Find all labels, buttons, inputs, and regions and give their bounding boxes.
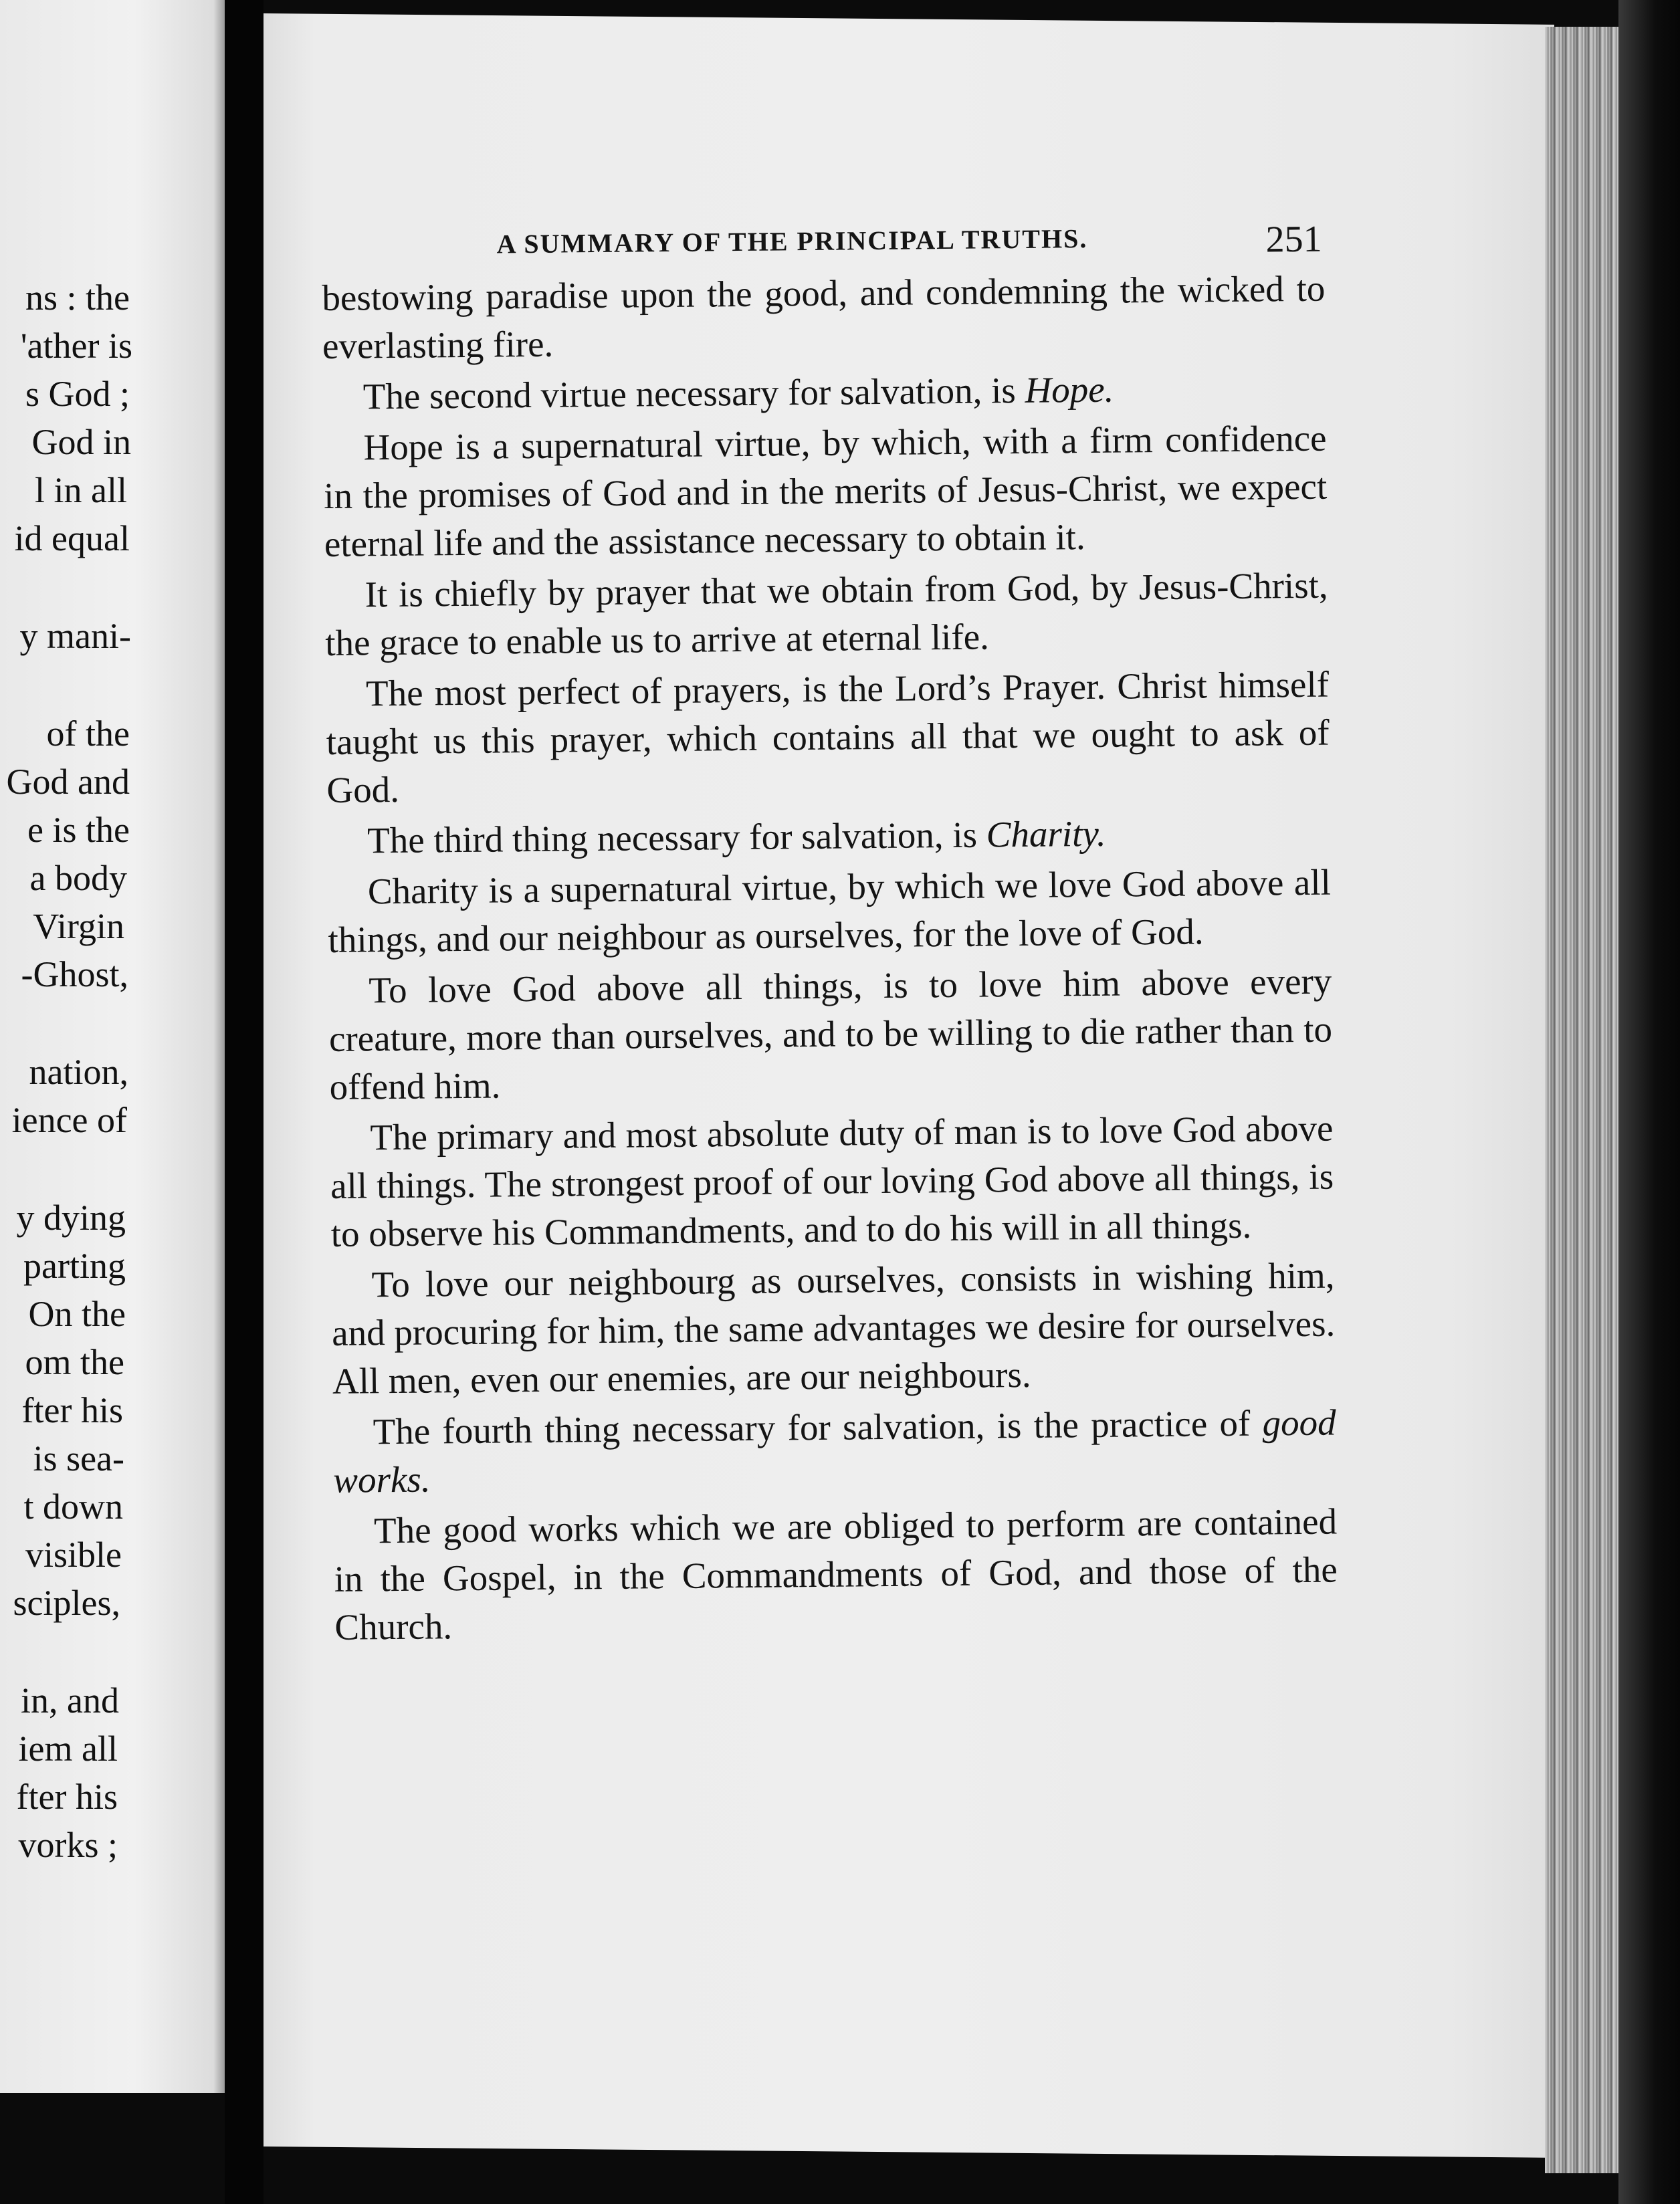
facing-page-line: t down [23, 1486, 123, 1527]
paragraph [327, 808, 1331, 865]
facing-page-line: iem all [18, 1729, 118, 1769]
paragraph-text: It is chiefly by prayer that we obtain from God, by Jesus-Christ, the grace to enable us to arrive at eternal life. [325, 564, 1328, 663]
page-number: 251 [1265, 218, 1322, 261]
facing-page-line: nation, [29, 1052, 128, 1092]
emphasis-text: Hope. [1025, 368, 1114, 411]
facing-page-line: ns : the [25, 278, 130, 318]
paragraph [322, 265, 1326, 370]
facing-page-line: y mani- [19, 616, 131, 656]
facing-page-line: e is the [27, 810, 130, 850]
facing-page-line: God in [31, 422, 131, 462]
paragraph-text: The most perfect of prayers, is the Lord’s Prayer. Christ himself taught us this prayer, which contains all that we ought to ask of God. [326, 663, 1330, 810]
book-gutter [225, 0, 264, 2204]
facing-page-line: ience of [11, 1100, 127, 1140]
facing-page-line: -Ghost, [21, 954, 128, 994]
paragraph [331, 1252, 1336, 1406]
facing-page-line: visible [25, 1535, 122, 1575]
facing-page-line: l in all [35, 470, 127, 510]
paragraph-text: To love God above all things, is to love him above every creature, more than ourselves, and to be willing to die rather than to offend him. [328, 960, 1333, 1107]
emphasis-text: good works. [333, 1402, 1336, 1501]
cover-shadow [1618, 0, 1680, 2204]
facing-page-line: God and [6, 762, 130, 802]
page-text [321, 191, 1338, 1652]
running-head-title: A SUMMARY OF THE PRINCIPAL TRUTHS. [496, 223, 1088, 259]
facing-page-line: sciples, [13, 1583, 120, 1623]
facing-page-line: fter his [16, 1777, 118, 1817]
facing-page-line: s God ; [25, 374, 130, 414]
facing-page-line: 'ather is [20, 326, 132, 366]
paragraph [322, 364, 1326, 421]
facing-page-line: parting [23, 1246, 126, 1286]
paragraph-text: The fourth thing necessary for salvation, is the practice of [373, 1402, 1263, 1452]
paragraph [332, 1399, 1336, 1505]
paragraph-text: The primary and most absolute duty of man is to love God above all things. The strongest proof of our loving God above all things, is to observe his Commandments, and to do his will in all things. [330, 1107, 1334, 1254]
facing-page-line: om the [25, 1342, 124, 1382]
facing-page-line: vorks ; [18, 1825, 118, 1865]
facing-page-line: Virgin [33, 906, 124, 946]
paragraph-text: The good works which we are obliged to perform are contained in the Gospel, in the Commandments of God, and those of the Church. [334, 1501, 1338, 1648]
paragraph-text: bestowing paradise upon the good, and condemning the wicked to everlasting fire. [322, 267, 1326, 366]
facing-page-line: fter his [21, 1390, 123, 1430]
facing-page-line: is sea- [33, 1438, 124, 1478]
facing-page-line: id equal [14, 518, 130, 558]
facing-page-line: a body [29, 858, 127, 898]
facing-page-line: in, and [21, 1680, 119, 1721]
paragraph [323, 415, 1328, 568]
paragraph-text: The second virtue necessary for salvation, is [362, 369, 1025, 417]
facing-page-line: On the [28, 1294, 126, 1334]
emphasis-text: Charity. [986, 812, 1106, 855]
paragraph [328, 958, 1333, 1111]
running-head [321, 191, 1325, 274]
paragraph [334, 1498, 1338, 1652]
paragraph [326, 661, 1330, 814]
facing-page-line: y dying [16, 1198, 126, 1238]
paragraph [330, 1105, 1334, 1258]
paragraph [324, 562, 1328, 667]
paragraph [328, 859, 1332, 964]
paragraph-text: The third thing necessary for salvation, is [366, 814, 987, 861]
paragraph-text: To love our neighbourg as ourselves, consists in wishing him, and procuring for him, the same advantages we desire for ourselves. All men, even our enemies, are our neighbours. [331, 1254, 1336, 1402]
paragraph-text: Charity is a supernatural virtue, by which we love God above all things, and our neighbour as ourselves, for the love of God. [328, 861, 1332, 960]
facing-page-line: of the [46, 713, 130, 754]
paragraph-text: Hope is a supernatural virtue, by which, with a firm confidence in the promises of God and in the merits of Jesus-Christ, we expect eternal life and the assistance necessary to obtain it. [323, 417, 1328, 564]
facing-page [0, 0, 225, 2093]
